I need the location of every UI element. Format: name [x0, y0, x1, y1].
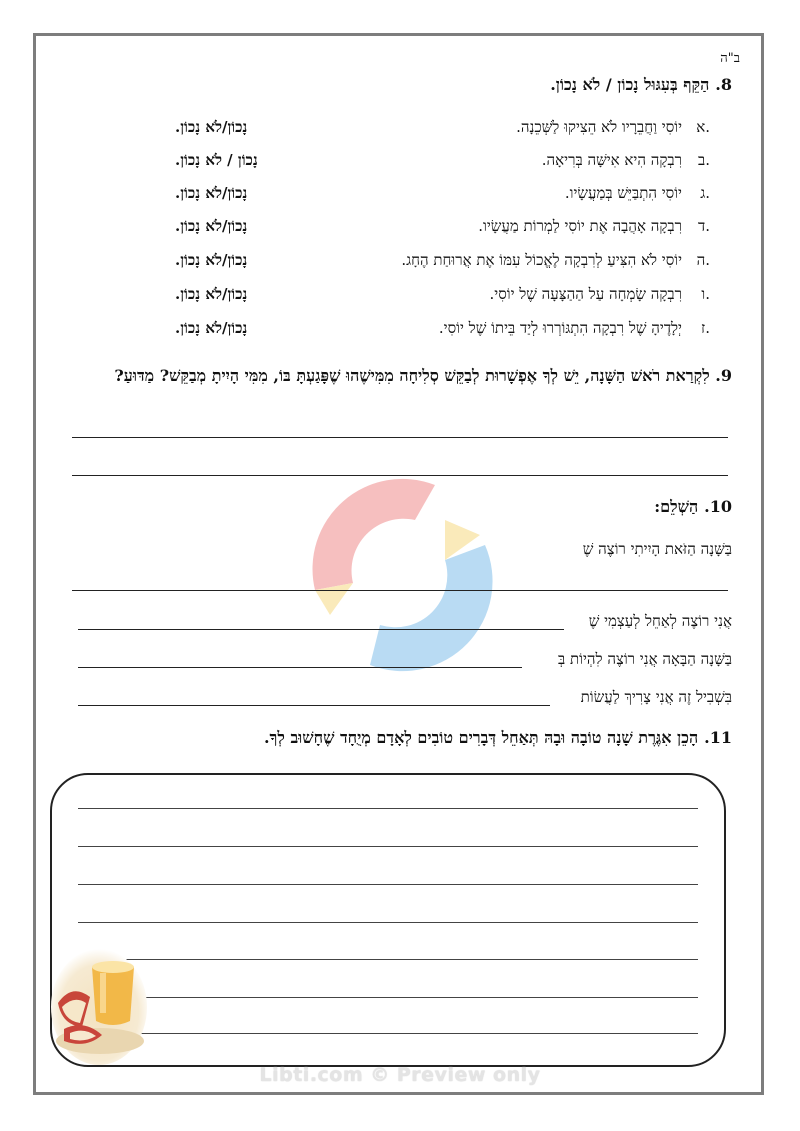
q8-row-statement: יְלָדֶיהָ שֶׁל רִבְקָה הִתְגּוֹרְרוּ לְיַד בֵּיתוֹ שֶׁל יוֹסִי.	[438, 319, 682, 337]
q8-row-answer[interactable]: נָכוֹן/לֹא נָכוֹן.	[175, 118, 248, 136]
q8-row-statement: יוֹסִי הִתְבַּיֵּשׁ בְּמַעֲשָׂיו.	[564, 184, 682, 202]
preview-watermark: Libti.com © Preview only	[259, 1064, 541, 1086]
q8-row	[0, 184, 800, 210]
q8-row-statement: רִבְקָה אָהֲבָה אֶת יוֹסִי לַמְרוֹת מַעֲשָׂיו.	[478, 217, 682, 235]
bh-header: ב"ה	[720, 51, 740, 66]
honey-glass-shape	[92, 967, 134, 1025]
q10-answer-line-3[interactable]	[78, 667, 522, 668]
q10-answer-line-1[interactable]	[72, 590, 728, 591]
q10-answer-line-4[interactable]	[78, 705, 550, 706]
q8-row-letter: ז.	[701, 319, 710, 337]
greeting-line[interactable]	[78, 846, 698, 847]
q8-row-letter: ד.	[698, 217, 710, 235]
q8-row-statement: רִבְקָה שָׂמְחָה עַל הַהַצָּעָה שֶׁל יוֹסִי.	[489, 285, 682, 303]
q10-number: 10.	[704, 497, 732, 516]
q8-row-letter: ג.	[700, 184, 710, 202]
q9-answer-line-1[interactable]	[72, 437, 728, 438]
q8-title	[550, 75, 732, 95]
q8-title-text: הַקֵּף בְּעִגּוּל נָכוֹן / לֹא נָכוֹן.	[550, 75, 710, 94]
libti-logo-watermark	[295, 465, 505, 675]
q9-text: לִקְרַאת רֹאשׁ הַשָּׁנָה, יֵשׁ לְךָ אֶפְשָׁרוּת לְבַקֵּשׁ סְלִיחָה מִמִּישֶׁהוּ שֶׁפָּגַעְתָּ בּוֹ, מִמִּי הָיִיתָ מְבַקֵּשׁ? מַדּוּעַ?	[114, 366, 710, 385]
q9-number: 9.	[715, 366, 732, 385]
q11-title	[264, 728, 732, 748]
q8-row-statement: רִבְקָה הִיא אִישָּׁה בְּרִיאָה.	[541, 151, 682, 169]
q8-row-answer[interactable]: נָכוֹן/לֹא נָכוֹן.	[175, 184, 248, 202]
greeting-card-box	[50, 773, 726, 1067]
q10-prompt-2: אֲנִי רוֹצֶה לְאַחֵל לְעַצְמִי שֶׁ	[588, 612, 732, 630]
greeting-line[interactable]	[78, 997, 698, 998]
q8-row	[0, 285, 800, 311]
q8-row-answer[interactable]: נָכוֹן/לֹא נָכוֹן.	[175, 319, 248, 337]
q8-row-letter: א.	[696, 118, 710, 136]
q8-row	[0, 217, 800, 243]
q10-title-text: הַשְׁלֵם:	[654, 497, 699, 516]
q10-prompt-1: בַּשָּׁנָה הַזֹּאת הָיִיתִי רוֹצֶה שֶׁ	[582, 540, 732, 558]
q9-question	[67, 360, 732, 392]
q8-row-statement: יוֹסִי לֹא הִצִּיעַ לְרִבְקָה לֶאֱכוֹל עִמּוֹ אֶת אֲרוּחַת הֶחָג.	[401, 251, 682, 269]
q11-title-text: הָכֵן אִגֶּרֶת שָׁנָה טוֹבָה וּבָהּ תְּאַחֵל דְּבָרִים טוֹבִים לְאָדָם מְיֻחָד שֶׁחָשׁוּב לְךָ.	[263, 728, 699, 747]
q8-row-letter: ב.	[697, 151, 710, 169]
greeting-line[interactable]	[78, 1033, 698, 1034]
greeting-line[interactable]	[78, 884, 698, 885]
q8-row	[0, 251, 800, 277]
q8-row-answer[interactable]: נָכוֹן/לֹא נָכוֹן.	[175, 251, 248, 269]
q10-prompt-3: בַּשָּׁנָה הַבָּאָה אֲנִי רוֹצֶה לִהְיוֹת בְּ	[558, 650, 732, 668]
q8-number: 8.	[715, 75, 732, 94]
honey-apple-image	[50, 945, 148, 1065]
logo-red-arc	[312, 479, 435, 590]
q8-row-statement: יוֹסִי וַחֲבֵרָיו לֹא הֵצִיקוּ לַשְּׁכֵנָה.	[516, 118, 682, 136]
q10-title	[654, 497, 732, 517]
greeting-line[interactable]	[78, 959, 698, 960]
logo-blue-arc	[370, 545, 493, 671]
q10-prompt-4: בִּשְׁבִיל זֶה אֲנִי צָרִיךְ לַעֲשׂוֹת	[580, 688, 732, 706]
q8-row	[0, 118, 800, 144]
q8-row-answer[interactable]: נָכוֹן/לֹא נָכוֹן.	[175, 217, 248, 235]
greeting-line[interactable]	[78, 922, 698, 923]
greeting-line[interactable]	[78, 808, 698, 809]
q8-row	[0, 319, 800, 345]
q8-row-letter: ו.	[701, 285, 710, 303]
q11-number: 11.	[704, 728, 732, 747]
q9-answer-line-2[interactable]	[72, 475, 728, 476]
q8-row-answer[interactable]: נָכוֹן/לֹא נָכוֹן.	[175, 285, 248, 303]
q8-row-answer[interactable]: נָכוֹן / לֹא נָכוֹן.	[175, 151, 258, 169]
q10-answer-line-2[interactable]	[78, 629, 564, 630]
q8-row-letter: ה.	[696, 251, 710, 269]
q8-row	[0, 151, 800, 177]
